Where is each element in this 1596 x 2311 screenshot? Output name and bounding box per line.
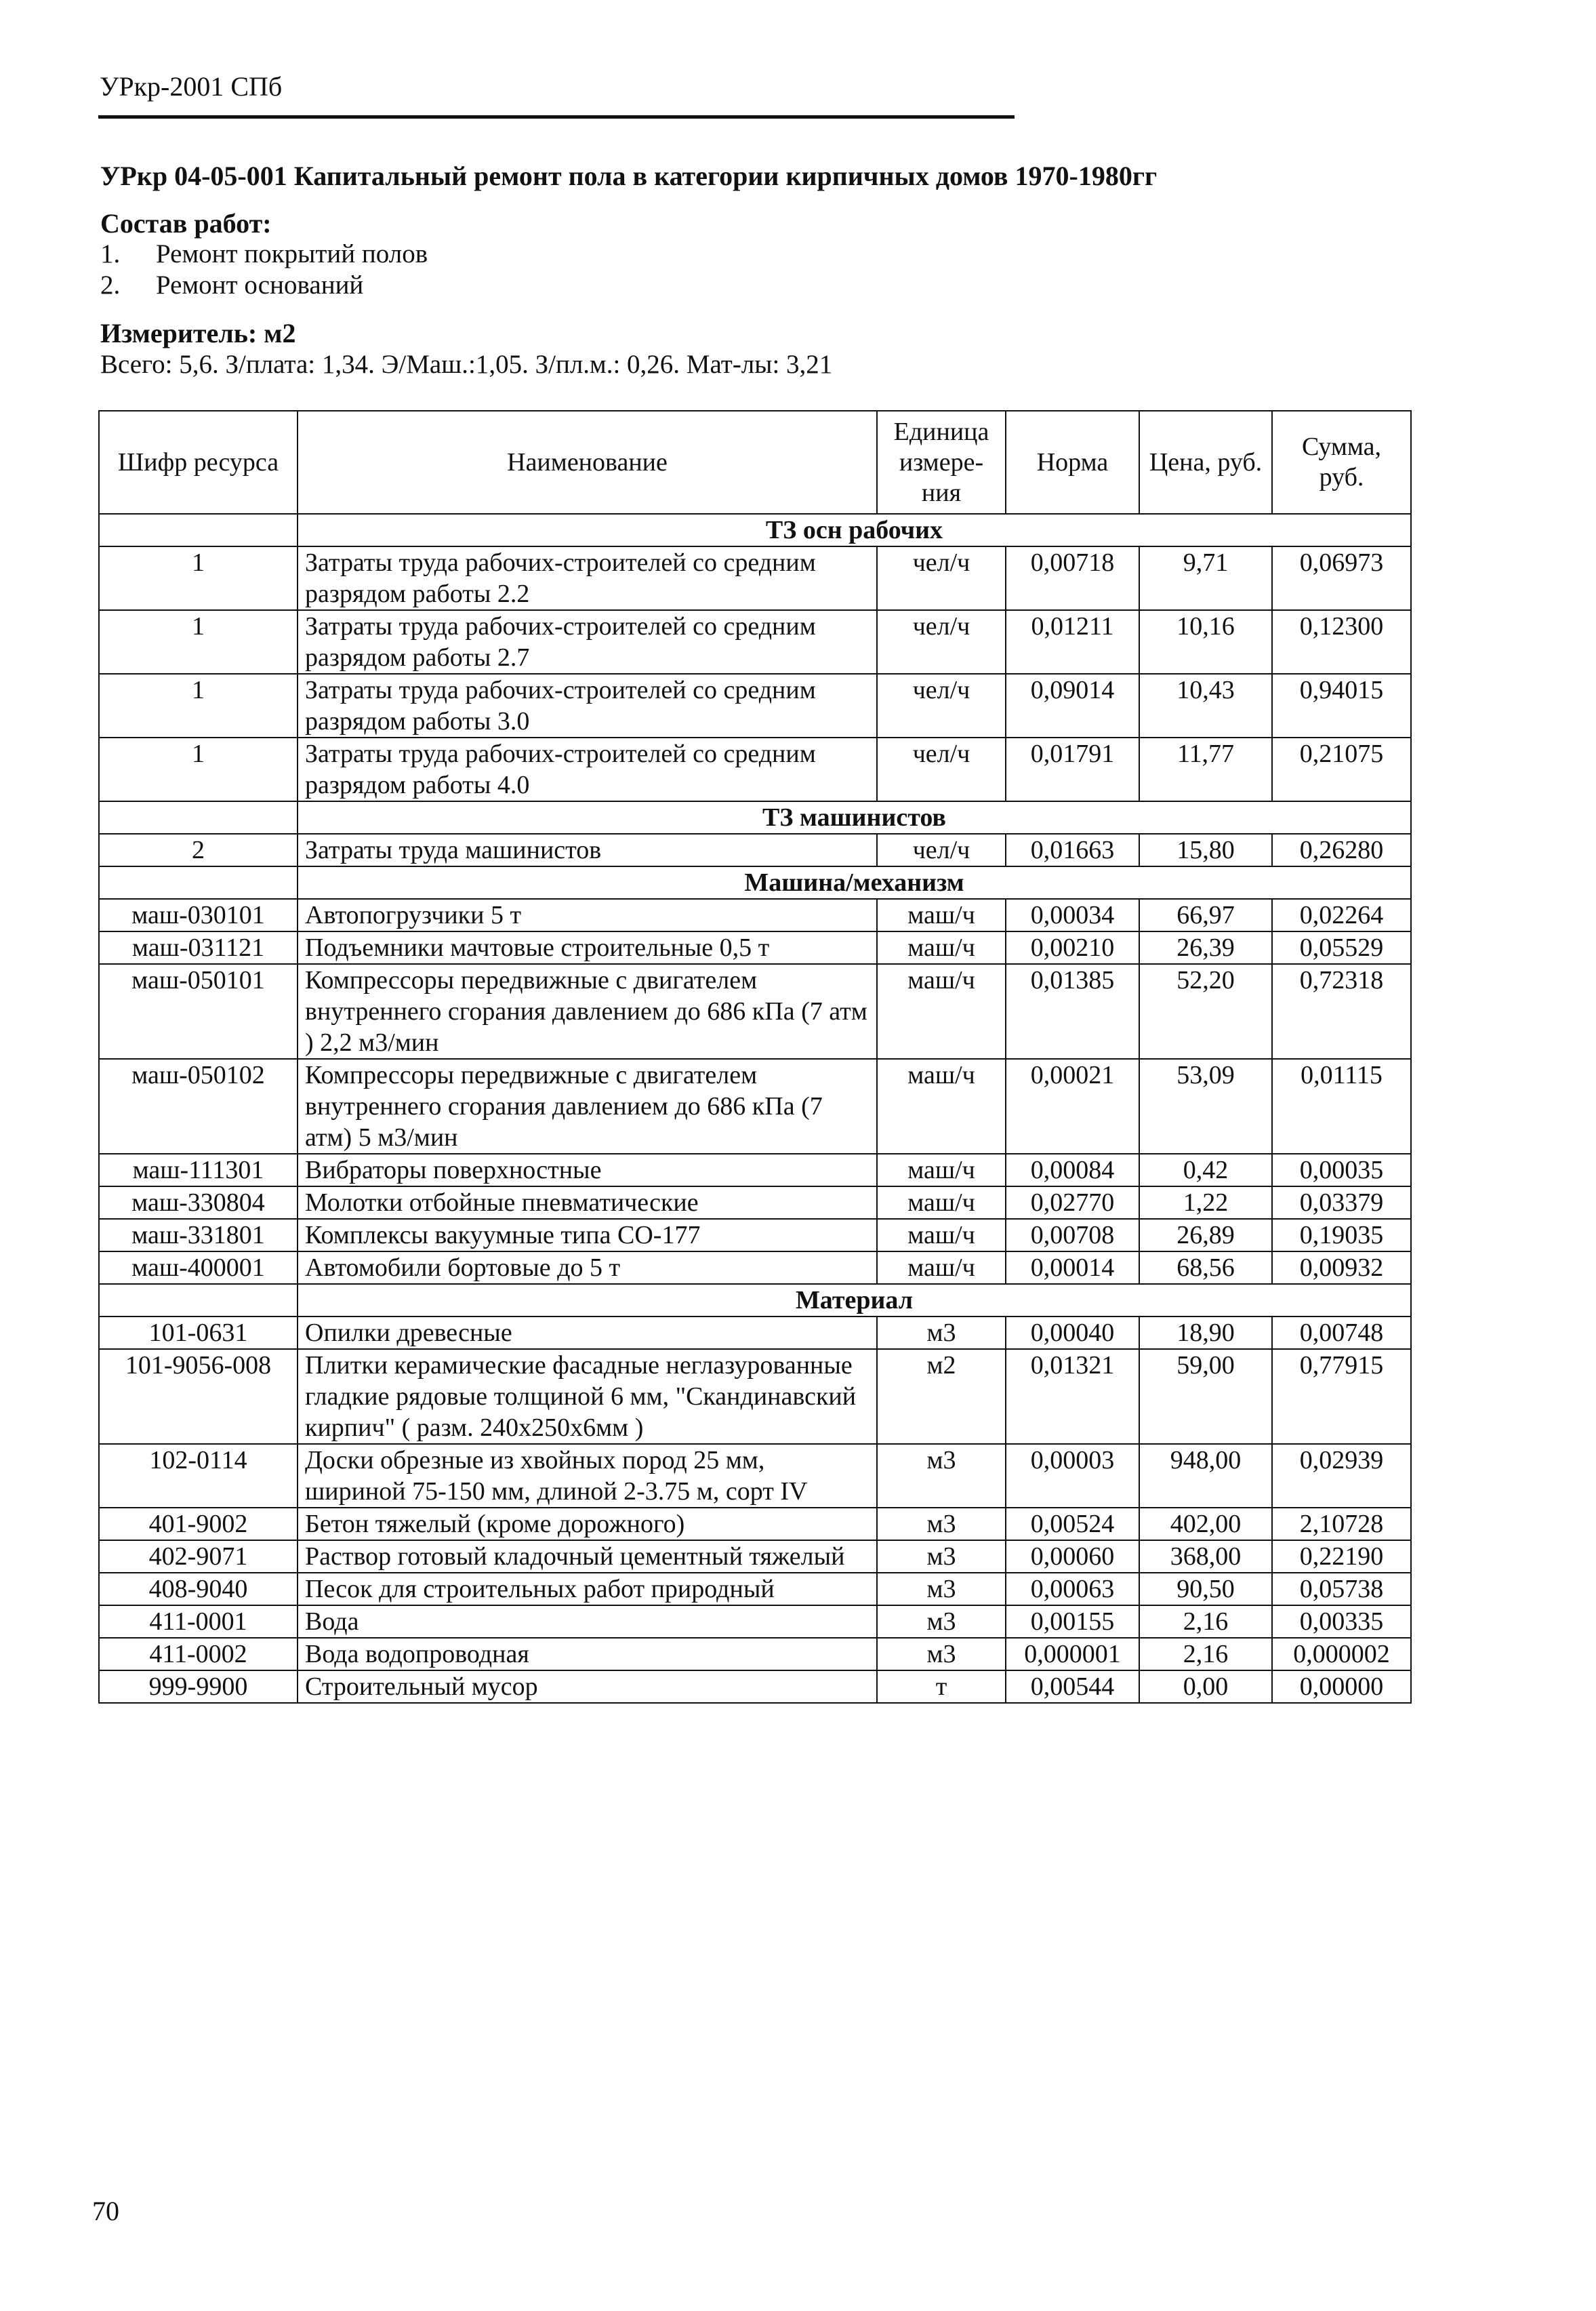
cell-sum: 0,94015 [1272,674,1411,738]
cell-sum: 0,72318 [1272,964,1411,1059]
header-norm: Норма [1006,411,1139,514]
header-name: Наименование [298,411,877,514]
table-row [99,1186,1411,1219]
section-code-cell [99,1284,298,1317]
cell-name: Вода [298,1605,877,1638]
cell-sum: 2,10728 [1272,1508,1411,1540]
cell-name: Песок для строительных работ природный [298,1573,877,1605]
cell-name: Строительный мусор [298,1670,877,1703]
cell-price: 1,22 [1139,1186,1272,1219]
cell-unit: т [877,1670,1006,1703]
table-row [99,1508,1411,1540]
resource-table [98,410,1412,1704]
header-price: Цена, руб. [1139,411,1272,514]
header-code: Шифр ресурса [99,411,298,514]
cell-sum: 0,02939 [1272,1444,1411,1508]
cell-sum: 0,00335 [1272,1605,1411,1638]
cell-unit: маш/ч [877,1154,1006,1186]
cell-code: 101-9056-008 [99,1349,298,1444]
cell-unit: маш/ч [877,1059,1006,1154]
cell-code: 408-9040 [99,1573,298,1605]
header-unit: Единица измере-ния [877,411,1006,514]
cell-code: 402-9071 [99,1540,298,1573]
table-row [99,546,1411,610]
cell-sum: 0,05529 [1272,931,1411,964]
cell-code: маш-031121 [99,931,298,964]
cell-name: Затраты труда рабочих-строителей со средним разрядом работы 2.2 [298,546,877,610]
cell-unit: м3 [877,1317,1006,1349]
cell-norm: 0,01385 [1006,964,1139,1059]
cell-code: 999-9900 [99,1670,298,1703]
cell-name: Затраты труда машинистов [298,834,877,866]
cell-unit: м3 [877,1605,1006,1638]
cell-price: 0,42 [1139,1154,1272,1186]
cell-code: маш-330804 [99,1186,298,1219]
cell-price: 26,89 [1139,1219,1272,1251]
table-row [99,1573,1411,1605]
cell-unit: маш/ч [877,931,1006,964]
table-row [99,1317,1411,1349]
table-row [99,1154,1411,1186]
cell-norm: 0,00544 [1006,1670,1139,1703]
cell-norm: 0,00014 [1006,1251,1139,1284]
cell-unit: м3 [877,1540,1006,1573]
work-list [100,239,428,301]
cell-code: маш-331801 [99,1219,298,1251]
table-row [99,1638,1411,1670]
cell-unit: маш/ч [877,964,1006,1059]
cell-name: Вода водопроводная [298,1638,877,1670]
cell-unit: маш/ч [877,1251,1006,1284]
cell-sum: 0,06973 [1272,546,1411,610]
cell-unit: чел/ч [877,610,1006,674]
cell-code: маш-400001 [99,1251,298,1284]
cell-sum: 0,000002 [1272,1638,1411,1670]
table-body [99,514,1411,1703]
cell-code: маш-050102 [99,1059,298,1154]
work-item-number: 1. [100,239,121,268]
work-item-text: Ремонт покрытий полов [156,239,428,268]
cell-name: Затраты труда рабочих-строителей со средним разрядом работы 3.0 [298,674,877,738]
cell-sum: 0,00035 [1272,1154,1411,1186]
work-list-item [100,270,428,301]
table-row [99,1540,1411,1573]
section-code-cell [99,801,298,834]
cell-unit: маш/ч [877,1186,1006,1219]
cell-code: 401-9002 [99,1508,298,1540]
cell-sum: 0,03379 [1272,1186,1411,1219]
cell-sum: 0,26280 [1272,834,1411,866]
section-code-cell [99,514,298,546]
table-row [99,964,1411,1059]
cell-norm: 0,00060 [1006,1540,1139,1573]
work-item-text: Ремонт оснований [156,270,364,300]
cell-name: Бетон тяжелый (кроме дорожного) [298,1508,877,1540]
cell-unit: маш/ч [877,1219,1006,1251]
cell-norm: 0,00524 [1006,1508,1139,1540]
cell-sum: 0,21075 [1272,738,1411,801]
cell-norm: 0,01663 [1006,834,1139,866]
cell-price: 15,80 [1139,834,1272,866]
cell-price: 402,00 [1139,1508,1272,1540]
cell-price: 26,39 [1139,931,1272,964]
cell-name: Комплексы вакуумные типа СО-177 [298,1219,877,1251]
cell-sum: 0,77915 [1272,1349,1411,1444]
cell-name: Затраты труда рабочих-строителей со средним разрядом работы 4.0 [298,738,877,801]
cell-norm: 0,00708 [1006,1219,1139,1251]
cell-sum: 0,00000 [1272,1670,1411,1703]
cell-code: 101-0631 [99,1317,298,1349]
page-header-code: УРкр-2001 СПб [100,71,283,102]
cell-name: Раствор готовый кладочный цементный тяжелый [298,1540,877,1573]
cell-price: 90,50 [1139,1573,1272,1605]
section-row [99,1284,1411,1317]
cell-unit: м3 [877,1573,1006,1605]
table-row [99,931,1411,964]
cell-sum: 0,01115 [1272,1059,1411,1154]
cell-norm: 0,00210 [1006,931,1139,964]
cell-price: 18,90 [1139,1317,1272,1349]
cell-unit: м3 [877,1638,1006,1670]
cell-norm: 0,01321 [1006,1349,1139,1444]
cell-unit: чел/ч [877,738,1006,801]
totals-line: Всего: 5,6. З/плата: 1,34. Э/Маш.:1,05. З/пл.м.: 0,26. Мат-лы: 3,21 [100,350,833,379]
cell-price: 52,20 [1139,964,1272,1059]
cell-norm: 0,00003 [1006,1444,1139,1508]
cell-name: Молотки отбойные пневматические [298,1186,877,1219]
cell-sum: 0,19035 [1272,1219,1411,1251]
cell-sum: 0,00748 [1272,1317,1411,1349]
table-row [99,1444,1411,1508]
cell-name: Затраты труда рабочих-строителей со средним разрядом работы 2.7 [298,610,877,674]
cell-unit: чел/ч [877,834,1006,866]
cell-sum: 0,22190 [1272,1540,1411,1573]
section-row [99,801,1411,834]
cell-code: 1 [99,674,298,738]
cell-sum: 0,05738 [1272,1573,1411,1605]
cell-unit: чел/ч [877,674,1006,738]
table-row [99,738,1411,801]
work-list-item [100,239,428,270]
cell-price: 59,00 [1139,1349,1272,1444]
cell-name: Опилки древесные [298,1317,877,1349]
table-row [99,1349,1411,1444]
cell-code: 411-0001 [99,1605,298,1638]
table-row [99,1219,1411,1251]
section-title: Материал [298,1284,1411,1317]
section-title: ТЗ осн рабочих [298,514,1411,546]
table-row [99,834,1411,866]
composition-label: Состав работ: [100,208,272,239]
cell-code: 411-0002 [99,1638,298,1670]
cell-code: 102-0114 [99,1444,298,1508]
cell-norm: 0,01211 [1006,610,1139,674]
cell-price: 2,16 [1139,1638,1272,1670]
cell-name: Автопогрузчики 5 т [298,899,877,931]
cell-price: 53,09 [1139,1059,1272,1154]
cell-price: 66,97 [1139,899,1272,931]
cell-norm: 0,00040 [1006,1317,1139,1349]
cell-price: 0,00 [1139,1670,1272,1703]
table-row [99,899,1411,931]
header-sum: Сумма, руб. [1272,411,1411,514]
cell-code: маш-030101 [99,899,298,931]
cell-unit: м3 [877,1444,1006,1508]
cell-norm: 0,09014 [1006,674,1139,738]
cell-code: 1 [99,546,298,610]
cell-code: маш-050101 [99,964,298,1059]
cell-unit: маш/ч [877,899,1006,931]
header-rule [98,115,1015,119]
cell-name: Компрессоры передвижные с двигателем внутреннего сгорания давлением до 686 кПа (7 атм) 5 м3/мин [298,1059,877,1154]
table-row [99,674,1411,738]
cell-code: 1 [99,738,298,801]
cell-norm: 0,00718 [1006,546,1139,610]
cell-price: 10,43 [1139,674,1272,738]
cell-sum: 0,02264 [1272,899,1411,931]
cell-price: 948,00 [1139,1444,1272,1508]
cell-name: Доски обрезные из хвойных пород 25 мм, шириной 75-150 мм, длиной 2-3.75 м, сорт IV [298,1444,877,1508]
cell-name: Компрессоры передвижные с двигателем внутреннего сгорания давлением до 686 кПа (7 атм ) 2,2 м3/мин [298,964,877,1059]
cell-price: 11,77 [1139,738,1272,801]
cell-norm: 0,01791 [1006,738,1139,801]
meter-label: Измеритель: м2 [100,318,296,348]
table-row [99,1251,1411,1284]
cell-price: 9,71 [1139,546,1272,610]
cell-unit: м2 [877,1349,1006,1444]
cell-norm: 0,00084 [1006,1154,1139,1186]
cell-norm: 0,00021 [1006,1059,1139,1154]
cell-name: Вибраторы поверхностные [298,1154,877,1186]
cell-name: Автомобили бортовые до 5 т [298,1251,877,1284]
cell-code: 2 [99,834,298,866]
cell-code: маш-111301 [99,1154,298,1186]
cell-sum: 0,12300 [1272,610,1411,674]
section-code-cell [99,866,298,899]
page-number: 70 [92,2196,119,2226]
section-title: ТЗ машинистов [298,801,1411,834]
document-title: УРкр 04-05-001 Капитальный ремонт пола в категории кирпичных домов 1970-1980гг [100,161,1158,191]
cell-norm: 0,02770 [1006,1186,1139,1219]
table-row [99,610,1411,674]
cell-code: 1 [99,610,298,674]
cell-norm: 0,00034 [1006,899,1139,931]
cell-price: 368,00 [1139,1540,1272,1573]
cell-unit: чел/ч [877,546,1006,610]
cell-name: Плитки керамические фасадные неглазурованные гладкие рядовые толщиной 6 мм, "Скандинавский кирпич" ( разм. 240х250х6мм ) [298,1349,877,1444]
section-row [99,514,1411,546]
section-row [99,866,1411,899]
table-row [99,1605,1411,1638]
section-title: Машина/механизм [298,866,1411,899]
cell-unit: м3 [877,1508,1006,1540]
work-item-number: 2. [100,270,121,300]
cell-price: 68,56 [1139,1251,1272,1284]
table-row [99,1059,1411,1154]
cell-norm: 0,00155 [1006,1605,1139,1638]
cell-norm: 0,000001 [1006,1638,1139,1670]
cell-price: 2,16 [1139,1605,1272,1638]
cell-sum: 0,00932 [1272,1251,1411,1284]
cell-price: 10,16 [1139,610,1272,674]
table-header-row [99,411,1411,514]
cell-norm: 0,00063 [1006,1573,1139,1605]
table-row [99,1670,1411,1703]
cell-name: Подъемники мачтовые строительные 0,5 т [298,931,877,964]
